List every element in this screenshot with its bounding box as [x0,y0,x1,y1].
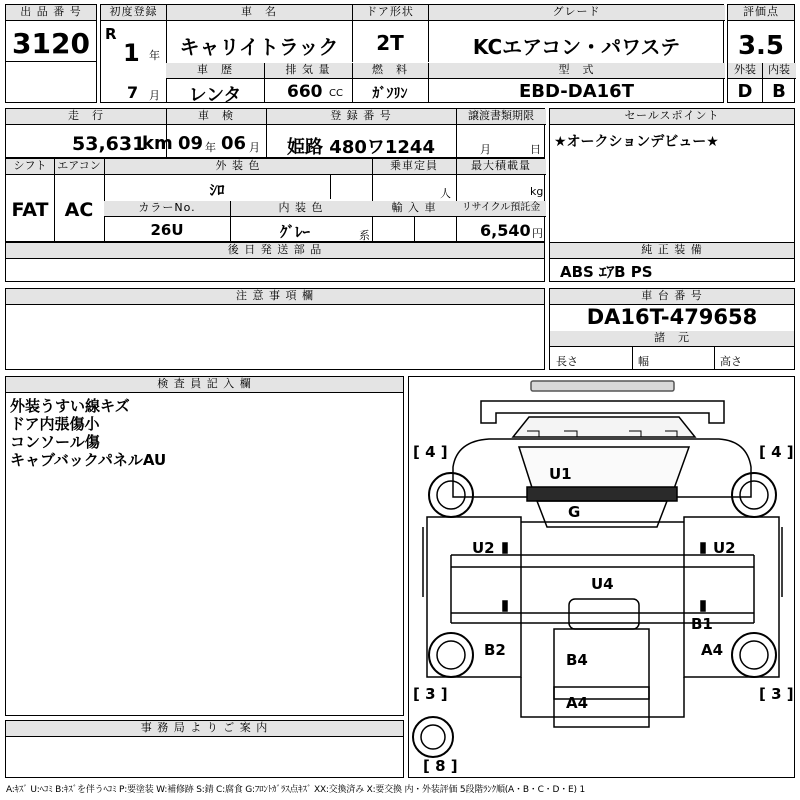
genuine-equipment: ABS ｴｱB PS [560,263,653,281]
tire-rear-left: [ 3 ] [413,685,448,703]
damage-u1: U1 [549,465,572,483]
chassis-box [549,288,795,370]
inspector-label: 検 査 員 記 入 欄 [6,377,403,393]
genuine-label: 純 正 装 備 [550,243,794,259]
capacity-label: 乗車定員 [372,159,456,175]
cc-unit: CC [329,88,343,99]
sales-point: ★オークションデビュー★ [554,134,719,150]
ext-color-label: 外 装 色 [104,159,372,175]
shift-label: シフト [6,159,54,175]
lot-label: 出 品 番 号 [6,5,96,21]
transfer-month-unit: 月 [480,143,491,156]
ac: AC [64,199,94,221]
caution-box [5,288,545,370]
grade-label: グレード [428,5,725,21]
tire-front-right: [ 4 ] [759,443,794,461]
transfer-label: 譲渡書類期限 [456,109,546,125]
tire-spare: [ 8 ] [423,757,458,775]
load-unit: kg [530,185,544,198]
color-no: 26U [150,221,184,239]
exterior-label: 外装 [728,63,762,79]
damage-u4: U4 [591,575,614,593]
mileage-box [5,108,545,158]
fuel-label: 燃 料 [352,63,428,79]
score: 3.5 [737,31,785,61]
grade: KCエアコン・パワステ [472,35,681,59]
caution-label: 注 意 事 項 欄 [6,289,544,305]
inspection-label: 車 検 [166,109,266,125]
displacement-label: 排 気 量 [264,63,352,79]
length-label: 長さ [556,355,578,368]
lot-box [5,4,97,103]
transfer-day-unit: 日 [530,143,541,156]
inspector-note: 外装うすい線キズ [10,397,130,415]
sales-label: セールスポイント [550,109,794,125]
model: EBD-DA16T [519,81,634,102]
load-label: 最大積載量 [456,159,546,175]
reg-year: 1 [123,39,140,67]
first-reg-label: 初度登録 [101,5,166,21]
specs-label: 諸 元 [550,331,794,347]
height-label: 高さ [720,355,742,368]
exterior-grade: D [737,81,753,102]
inspector-note: ドア内張傷小 [10,415,100,433]
car-name-label: 車 名 [166,5,352,21]
spec-box [5,158,545,242]
office-box [5,720,404,778]
plate: 姫路 480ワ1244 [287,137,435,158]
recycle-label: リサイクル預託金 [456,201,546,217]
chassis-number: DA16T-479658 [586,305,758,329]
year-unit: 年 [149,49,160,62]
color-no-label: カラーNo. [104,201,230,217]
later-parts-box [5,242,545,282]
damage-b1: B1 [691,615,713,633]
yen-unit: 円 [532,227,543,240]
history-label: 車 歴 [166,63,264,79]
reg-month: 7 [127,83,139,102]
damage-g: G [568,503,581,521]
sales-point-box [549,108,795,256]
damage-b4: B4 [566,651,588,669]
month-unit: 月 [149,89,160,102]
lot-number: 3120 [12,27,90,60]
recycle: 6,540 [480,221,531,240]
insp-year: 09 [178,133,204,154]
capacity-unit: 人 [440,187,451,200]
era: R [105,25,117,43]
width-label: 幅 [638,355,649,368]
interior-label: 内装 [762,63,796,79]
legend: A:ｷｽﾞ U:ﾍｺﾐ B:ｷｽﾞを伴うﾍｺﾐ P:要塗装 W:補修跡 S:錆 C:腐食 G:ﾌﾛﾝﾄｶﾞﾗｽ点ｷｽﾞ XX:交換済み X:要交換 内・外装評価 5段階ﾗﾝｸ順(A・B・C・D・E) 1 [6,785,585,795]
mileage-label: 走 行 [6,109,166,125]
shift: FAT [11,199,49,221]
basic-info-box [100,4,724,106]
damage-u2-right: U2 [713,539,736,557]
displacement: 660 [287,82,323,102]
import-label: 輸 入 車 [372,201,456,217]
insp-month-unit: 月 [249,141,260,154]
door-label: ドア形状 [352,5,428,21]
history: レンタ [188,85,242,106]
later-parts-label: 後 日 発 送 部 品 [6,243,544,259]
model-label: 型 式 [428,63,725,79]
ac-label: エアコン [54,159,104,175]
tire-rear-right: [ 3 ] [759,685,794,703]
car-name: キャリイトラック [179,35,339,59]
plate-label: 登 録 番 号 [266,109,456,125]
fuel: ｶﾞｿﾘﾝ [372,86,408,102]
inspector-note: キャブバックパネルAU [10,451,167,469]
damage-u2-left: U2 [472,539,495,557]
damage-b2: B2 [484,641,506,659]
int-color-unit: 系 [359,229,370,242]
insp-year-unit: 年 [205,141,216,154]
inspector-note: コンソール傷 [10,433,100,451]
genuine-box [549,242,795,282]
chassis-label: 車 台 番 号 [550,289,794,305]
damage-a4-right: A4 [701,641,724,659]
mileage: 53,631 [72,133,146,155]
office-label: 事 務 局 よ り ご 案 内 [6,721,403,737]
interior-grade: B [772,81,786,102]
ext-color: ｼﾛ [209,181,225,199]
tire-front-left: [ 4 ] [413,443,448,461]
inspector-box [5,376,404,716]
km-unit: km [142,133,173,154]
int-color: ｸﾞﾚｰ [279,223,310,241]
insp-month: 06 [221,133,247,154]
damage-a4-bed: A4 [566,694,589,712]
score-label: 評価点 [728,5,794,21]
int-color-label: 内 装 色 [230,201,372,217]
door-type: 2T [376,31,404,55]
damage-diagram [408,376,795,778]
score-box [727,4,795,103]
